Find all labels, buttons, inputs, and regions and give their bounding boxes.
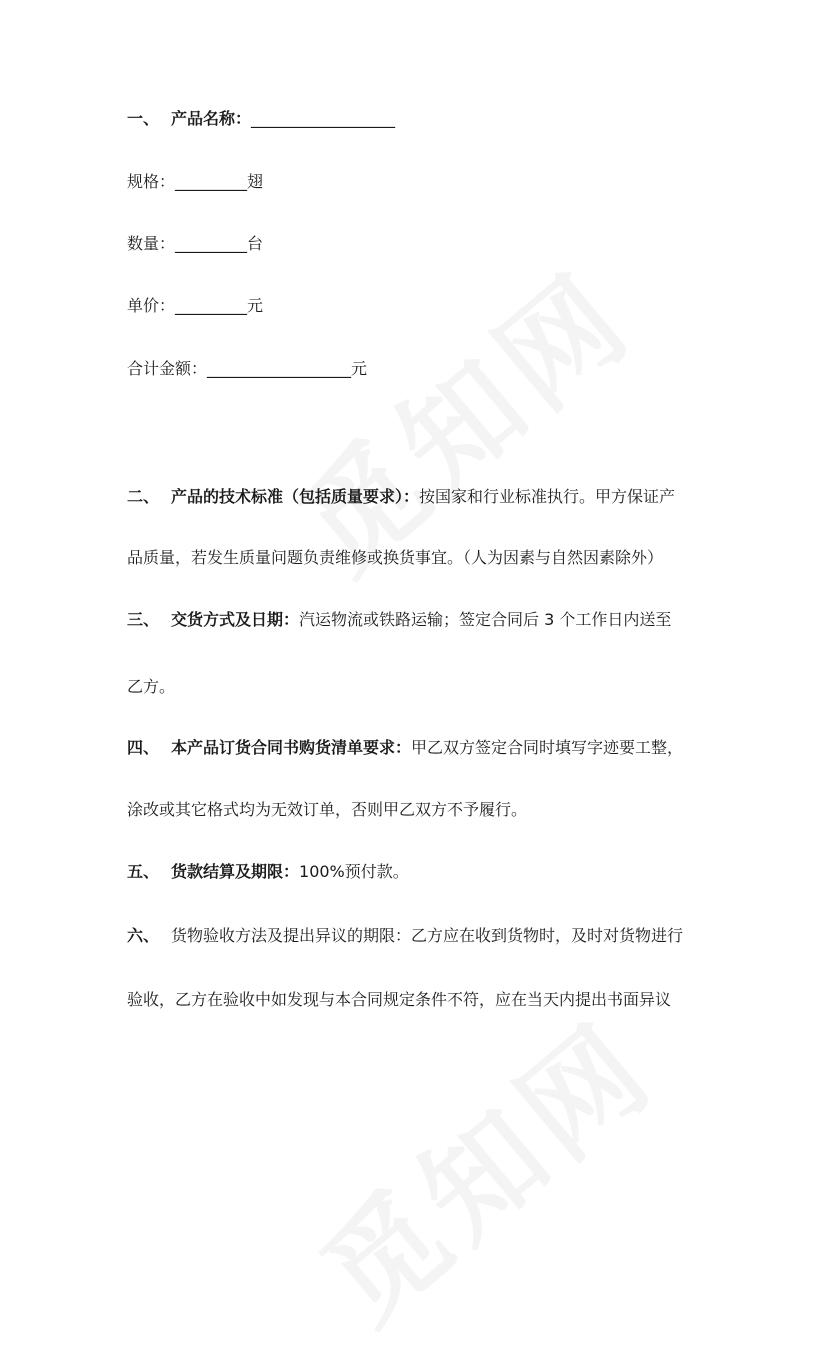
clause-6-line-2: 验收，乙方在验收中如发现与本合同规定条件不符，应在当天内提出书面异议 (127, 990, 672, 1009)
spec-blank: _________ (175, 172, 248, 191)
clause-3-text: 汽运物流或铁路运输；签定合同后 3 个工作日内送至 (299, 610, 672, 629)
unit-price-unit: 元 (247, 296, 264, 315)
quantity-line (127, 232, 263, 256)
unit-price-line (127, 294, 263, 318)
total-blank: __________________ (207, 359, 352, 378)
clause-4-line-1 (127, 736, 683, 760)
clause-2-text: 按国家和行业标准执行。甲方保证产 (419, 487, 676, 506)
product-name-blank: __________________ (251, 109, 396, 128)
spec-label: 规格： (127, 172, 176, 191)
clause-3-title: 交货方式及日期： (171, 610, 300, 629)
product-name-label: 产品名称： (171, 109, 252, 128)
clause-4-title: 本产品订货合同书购货清单要求： (171, 738, 412, 757)
quantity-unit: 台 (247, 234, 264, 253)
clause-2-title: 产品的技术标准（包括质量要求）： (171, 487, 420, 506)
clause-2-line-2: 品质量，若发生质量问题负责维修或换货事宜。（人为因素与自然因素除外） (127, 548, 664, 567)
clause-3-line-2: 乙方。 (127, 677, 176, 696)
watermark-bottom (280, 976, 683, 1353)
spec-line (127, 170, 263, 194)
total-unit: 元 (351, 359, 368, 378)
total-line (127, 357, 367, 381)
clause-5-line-1 (127, 860, 409, 884)
clause-6-text: 货物验收方法及提出异议的期限：乙方应在收到货物时，及时对货物进行 (171, 926, 684, 945)
clause-3-line-1 (127, 608, 671, 632)
quantity-blank: _________ (175, 234, 248, 253)
clause-6-line-1 (127, 924, 683, 948)
clause-4-text: 甲乙双方签定合同时填写字迹要工整， (411, 738, 684, 757)
section-number: 三、 (127, 610, 160, 629)
total-label: 合计金额： (127, 359, 208, 378)
quantity-label: 数量： (127, 234, 176, 253)
section-number: 六、 (127, 926, 160, 945)
section-number: 二、 (127, 487, 160, 506)
section-number: 一、 (127, 109, 160, 128)
spec-unit: 翅 (247, 172, 264, 191)
section-number: 四、 (127, 738, 160, 757)
clause-5-title: 货款结算及期限： (171, 862, 300, 881)
section-number: 五、 (127, 862, 160, 881)
clause-4-line-2: 涂改或其它格式均为无效订单，否则甲乙双方不予履行。 (127, 800, 528, 819)
clause-2-line-1 (127, 485, 675, 509)
clause-5-text: 100%预付款。 (299, 862, 409, 881)
unit-price-label: 单价： (127, 296, 176, 315)
unit-price-blank: _________ (175, 296, 248, 315)
product-name-line (127, 107, 395, 131)
